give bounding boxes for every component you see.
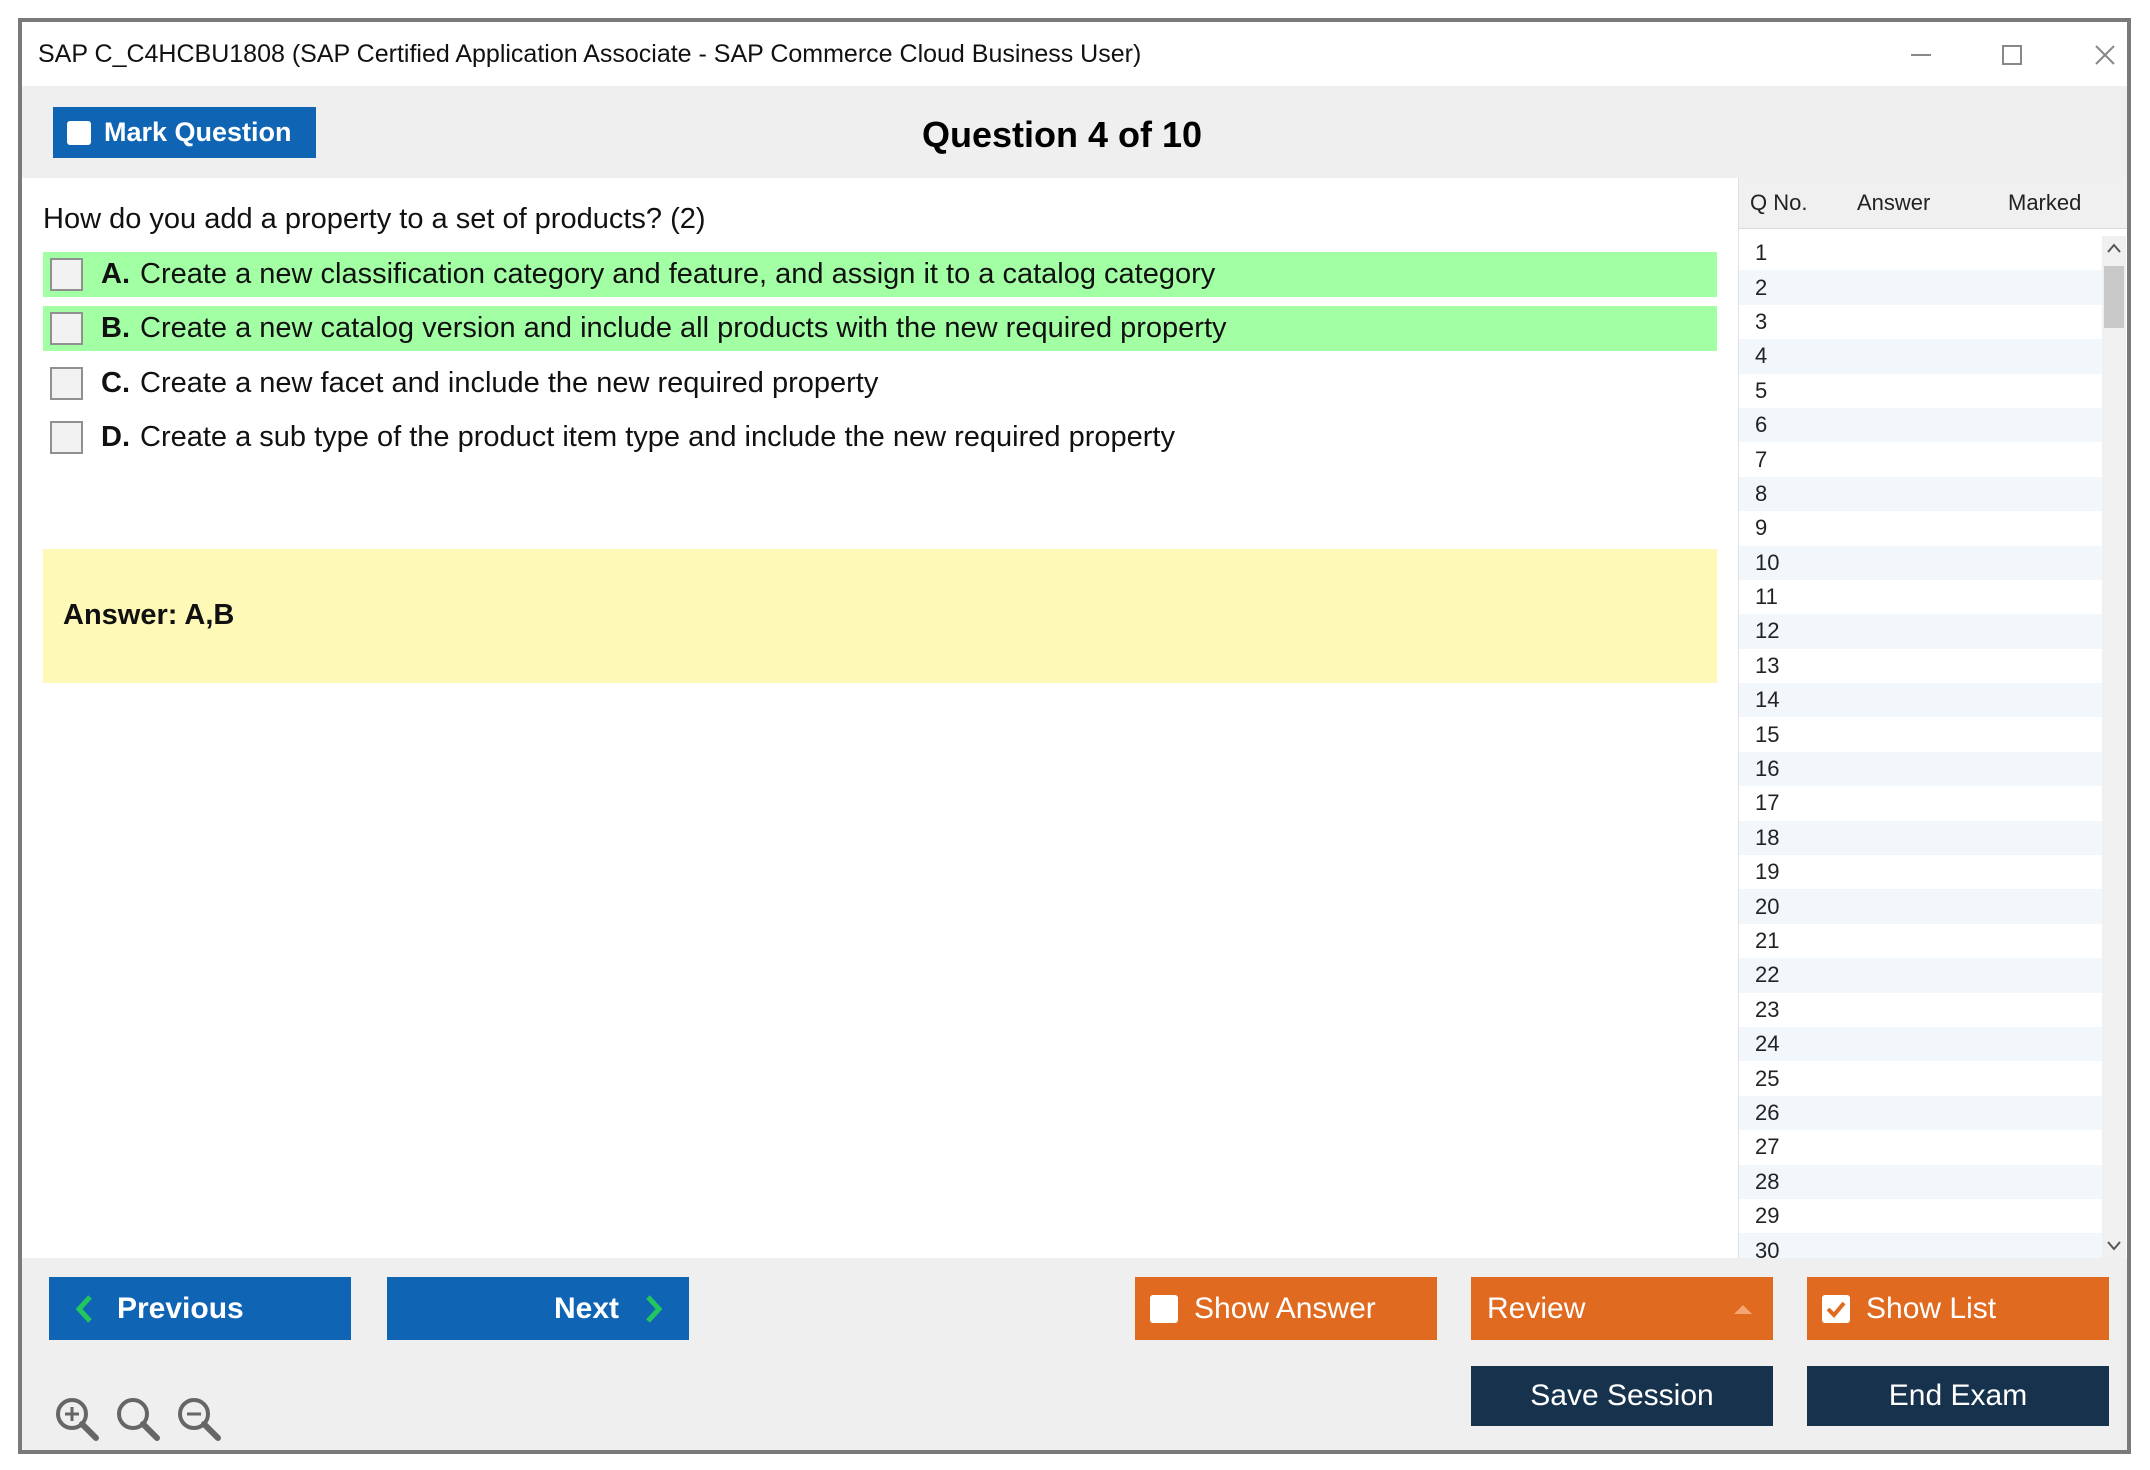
question-list-row[interactable]: 28 <box>1739 1165 2104 1199</box>
question-list-row[interactable]: 22 <box>1739 958 2104 992</box>
question-header <box>22 86 2127 178</box>
question-list-row[interactable]: 26 <box>1739 1096 2104 1130</box>
scroll-up-button[interactable] <box>2102 236 2126 260</box>
question-list-row[interactable]: 6 <box>1739 408 2104 442</box>
question-list-row[interactable]: 27 <box>1755 1134 1780 1160</box>
question-list-row[interactable]: 8 <box>1739 477 2104 511</box>
question-list-row[interactable]: 24 <box>1739 1027 2104 1061</box>
close-button[interactable] <box>2075 32 2131 78</box>
question-list-panel <box>1738 178 2131 1258</box>
show-answer-button[interactable] <box>1135 1277 1437 1340</box>
option-d[interactable] <box>43 415 1717 460</box>
option-letter: C. <box>101 367 130 399</box>
caret-up-icon <box>1733 1303 1753 1315</box>
mark-checkbox[interactable] <box>67 121 91 145</box>
review-label: Review <box>1487 1291 1586 1325</box>
option-text: Create a new catalog version and include all products with the new required property <box>140 312 1227 344</box>
mark-question-button[interactable] <box>53 107 316 158</box>
zoom-reset-icon[interactable] <box>113 1394 163 1444</box>
option-text: Create a new classification category and feature, and assign it to a catalog category <box>140 258 1216 290</box>
column-header-marked[interactable]: Marked <box>2008 190 2082 215</box>
question-list-row[interactable]: 11 <box>1755 584 1778 610</box>
question-list-row[interactable]: 14 <box>1739 683 2104 717</box>
window-title: SAP C_C4HCBU1808 (SAP Certified Application Associate - SAP Commerce Cloud Business User) <box>38 40 1142 68</box>
option-b[interactable] <box>43 306 1717 351</box>
option-letter: D. <box>101 421 130 453</box>
option-checkbox[interactable] <box>50 258 83 291</box>
end-exam-button[interactable] <box>1807 1366 2109 1426</box>
show-answer-label: Show Answer <box>1194 1291 1376 1325</box>
next-label: Next <box>553 1291 619 1325</box>
question-list-row[interactable]: 18 <box>1739 821 2104 855</box>
scroll-down-icon <box>2107 1241 2121 1251</box>
answer-panel <box>43 549 1717 683</box>
question-list-row[interactable]: 17 <box>1755 790 1780 816</box>
minimize-icon <box>1910 44 1932 66</box>
question-list-row[interactable]: 2 <box>1739 270 2104 304</box>
checkmark-icon <box>1825 1298 1847 1320</box>
question-list-row[interactable]: 19 <box>1755 859 1780 885</box>
question-list <box>1739 236 2104 1258</box>
zoom-in-icon[interactable] <box>52 1394 102 1444</box>
question-list-row[interactable]: 1 <box>1755 240 1768 266</box>
question-list-row[interactable]: 15 <box>1755 721 1780 747</box>
scroll-down-button[interactable] <box>2102 1234 2126 1258</box>
question-list-row[interactable]: 4 <box>1739 339 2104 373</box>
column-header-answer[interactable]: Answer <box>1857 190 1931 215</box>
question-list-row[interactable]: 30 <box>1739 1233 2104 1258</box>
chevron-left-icon <box>75 1294 95 1324</box>
question-list-row[interactable]: 23 <box>1755 996 1780 1022</box>
question-counter: Question 4 of 10 <box>922 114 1203 155</box>
save-session-button[interactable] <box>1471 1366 1773 1426</box>
question-list-row[interactable]: 20 <box>1739 889 2104 923</box>
question-list-row[interactable]: 3 <box>1755 308 1768 334</box>
show-list-button[interactable] <box>1807 1277 2109 1340</box>
question-text: How do you add a property to a set of products? (2) <box>43 203 706 235</box>
question-list-row[interactable]: 9 <box>1755 515 1768 541</box>
footer-toolbar <box>22 1258 2127 1454</box>
question-list-scrollbar[interactable] <box>2102 236 2126 1258</box>
previous-button[interactable] <box>49 1277 351 1340</box>
app-window <box>18 18 2131 1454</box>
show-answer-checkbox[interactable] <box>1150 1295 1178 1323</box>
question-list-row[interactable]: 16 <box>1739 752 2104 786</box>
zoom-out-icon[interactable] <box>174 1394 224 1444</box>
maximize-button[interactable] <box>1982 32 2042 78</box>
answer-text: Answer: A,B <box>63 599 235 631</box>
question-list-row[interactable]: 5 <box>1755 377 1768 403</box>
option-text: Create a new facet and include the new required property <box>140 367 879 399</box>
question-list-row[interactable]: 12 <box>1739 614 2104 648</box>
show-list-label: Show List <box>1866 1291 1997 1325</box>
question-area <box>22 178 1732 1258</box>
option-checkbox[interactable] <box>50 421 83 454</box>
column-header-qno[interactable]: Q No. <box>1750 190 1808 215</box>
maximize-icon <box>2001 44 2023 66</box>
previous-label: Previous <box>117 1291 244 1325</box>
end-exam-label: End Exam <box>1888 1379 2028 1412</box>
question-list-row[interactable]: 21 <box>1755 928 1780 953</box>
scrollbar-thumb[interactable] <box>2104 266 2124 328</box>
option-letter: A. <box>101 258 130 290</box>
question-list-header <box>1739 178 2131 229</box>
mark-question-label: Mark Question <box>104 117 292 147</box>
review-dropdown[interactable] <box>1471 1277 1773 1340</box>
next-button[interactable] <box>387 1277 689 1340</box>
option-a[interactable] <box>43 252 1717 297</box>
minimize-button[interactable] <box>1891 32 1951 78</box>
question-list-row[interactable]: 29 <box>1755 1203 1780 1229</box>
question-list-row[interactable]: 10 <box>1739 546 2104 580</box>
option-c[interactable] <box>43 361 1717 406</box>
title-bar <box>22 22 2127 86</box>
question-list-row[interactable]: 7 <box>1755 446 1768 472</box>
question-list-row[interactable]: 13 <box>1755 652 1780 678</box>
option-checkbox[interactable] <box>50 312 83 345</box>
scroll-up-icon <box>2107 243 2121 253</box>
question-list-row[interactable]: 25 <box>1755 1065 1780 1091</box>
chevron-right-icon <box>643 1294 663 1324</box>
option-text: Create a sub type of the product item type and include the new required property <box>140 421 1175 453</box>
save-session-label: Save Session <box>1530 1379 1714 1412</box>
option-checkbox[interactable] <box>50 367 83 400</box>
show-list-checkbox[interactable] <box>1822 1295 1850 1323</box>
option-letter: B. <box>101 312 130 344</box>
close-icon <box>2094 44 2116 66</box>
